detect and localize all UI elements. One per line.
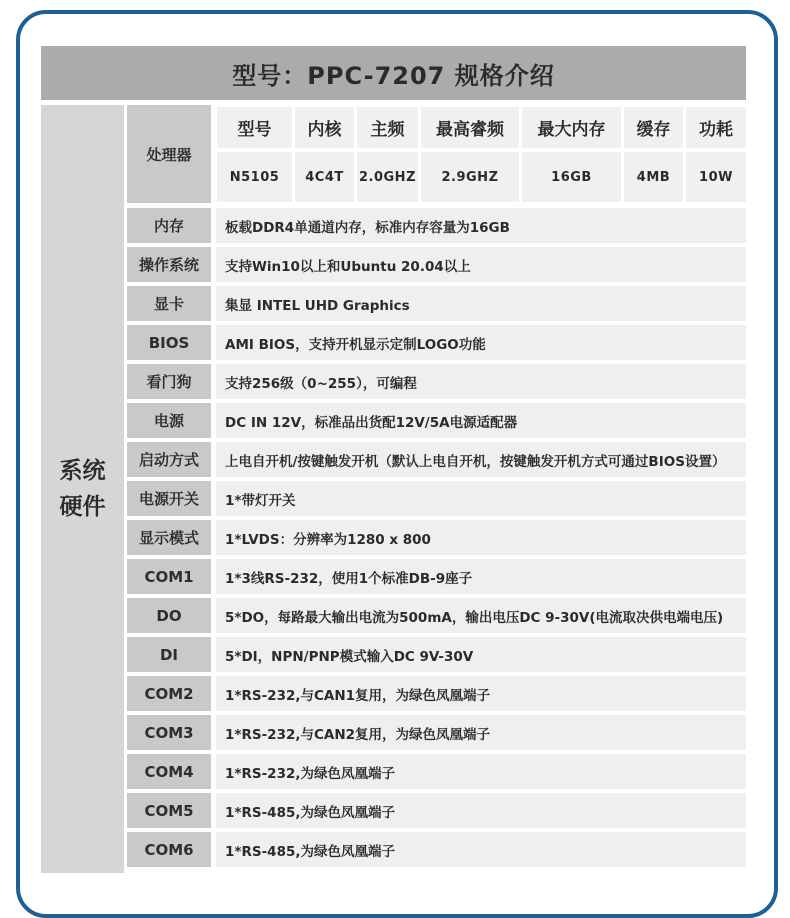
row-value: 1*3线RS-232，使用1个标准DB-9座子 — [216, 559, 746, 594]
cpu-value: 10W — [686, 152, 746, 202]
cpu-header: 最大内存 — [522, 107, 621, 148]
row-label: COM4 — [127, 754, 211, 789]
row-label: 操作系统 — [127, 247, 211, 282]
row-value: 集显 INTEL UHD Graphics — [216, 286, 746, 321]
row-label: BIOS — [127, 325, 211, 360]
row-value: DC IN 12V，标准品出货配12V/5A电源适配器 — [216, 403, 746, 438]
row-value: 上电自开机/按键触发开机（默认上电自开机，按键触发开机方式可通过BIOS设置） — [216, 442, 746, 477]
row-value: 1*RS-485,为绿色凤凰端子 — [216, 793, 746, 828]
cpu-header: 功耗 — [686, 107, 746, 148]
row-label: 显示模式 — [127, 520, 211, 555]
cpu-header: 最高睿频 — [421, 107, 519, 148]
row-value: 1*LVDS：分辨率为1280 x 800 — [216, 520, 746, 555]
row-value: 支持256级（0~255），可编程 — [216, 364, 746, 399]
row-value: 1*带灯开关 — [216, 481, 746, 516]
cpu-value: 4C4T — [295, 152, 354, 202]
row-label: DO — [127, 598, 211, 633]
group-label: 系统硬件 — [59, 458, 106, 520]
row-value: 1*RS-485,为绿色凤凰端子 — [216, 832, 746, 867]
row-value: 1*RS-232,为绿色凤凰端子 — [216, 754, 746, 789]
row-label: 显卡 — [127, 286, 211, 321]
row-value: 支持Win10以上和Ubuntu 20.04以上 — [216, 247, 746, 282]
row-value: 1*RS-232,与CAN1复用，为绿色凤凰端子 — [216, 676, 746, 711]
cpu-header: 主频 — [357, 107, 418, 148]
row-value: 1*RS-232,与CAN2复用，为绿色凤凰端子 — [216, 715, 746, 750]
cpu-header: 内核 — [295, 107, 354, 148]
row-label: DI — [127, 637, 211, 672]
row-label: COM2 — [127, 676, 211, 711]
cpu-value: N5105 — [217, 152, 292, 202]
row-value: 板载DDR4单通道内存，标准内存容量为16GB — [216, 208, 746, 243]
row-label: COM3 — [127, 715, 211, 750]
row-label: COM6 — [127, 832, 211, 867]
cpu-value: 2.0GHZ — [357, 152, 418, 202]
row-value: 5*DI，NPN/PNP模式输入DC 9V-30V — [216, 637, 746, 672]
row-label: 电源开关 — [127, 481, 211, 516]
spec-title: 型号：PPC-7207 规格介绍 — [41, 46, 746, 100]
cpu-header: 型号 — [217, 107, 292, 148]
row-label: 启动方式 — [127, 442, 211, 477]
cpu-value: 2.9GHZ — [421, 152, 519, 202]
row-label: 内存 — [127, 208, 211, 243]
row-label: 电源 — [127, 403, 211, 438]
cpu-label: 处理器 — [127, 105, 211, 203]
group-label-cell — [41, 105, 124, 873]
cpu-header: 缓存 — [624, 107, 683, 148]
cpu-value: 16GB — [522, 152, 621, 202]
row-label: COM1 — [127, 559, 211, 594]
row-value: 5*DO，每路最大输出电流为500mA，输出电压DC 9-30V(电流取决供电端电压) — [216, 598, 746, 633]
row-label: COM5 — [127, 793, 211, 828]
cpu-value: 4MB — [624, 152, 683, 202]
row-label: 看门狗 — [127, 364, 211, 399]
row-value: AMI BIOS，支持开机显示定制LOGO功能 — [216, 325, 746, 360]
